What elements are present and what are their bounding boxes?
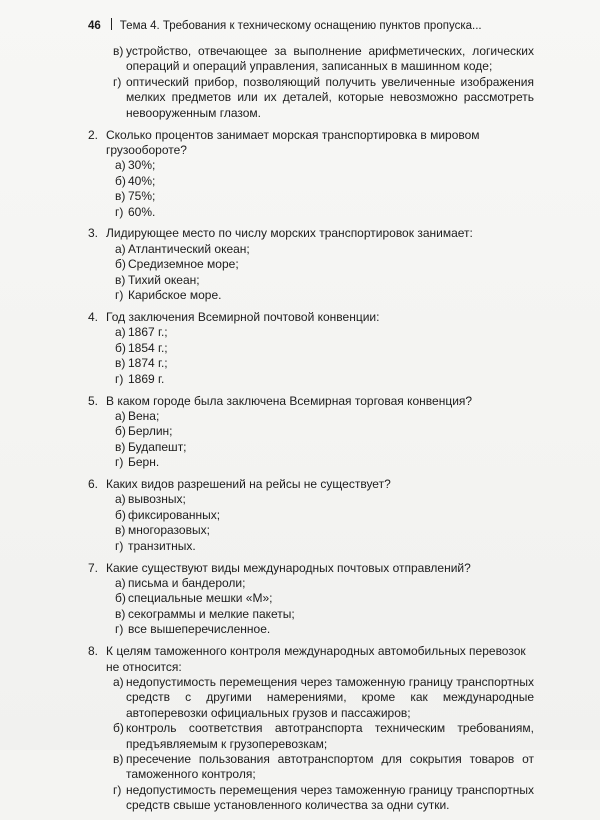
running-header — [88, 18, 568, 34]
option-item: а) 30%; — [115, 158, 156, 173]
running-title: Тема 4. Требования к техническому оснащению пунктов пропуска... — [119, 20, 482, 32]
option-item: а) 1867 г.; — [115, 325, 168, 340]
option-item: в) устройство, отвечающее за выполнение арифметических, логических операций и операций управления, записанных в машинном коде; — [113, 44, 534, 74]
option-item: г) Берн. — [115, 455, 160, 470]
option-item: а) письма и бандероли; — [115, 576, 246, 590]
page-content — [88, 44, 534, 820]
option-item: в) 75%; — [115, 189, 156, 204]
question-2 — [88, 128, 534, 220]
option-item: в) пресечение пользования автотранспортом для сокрытия товаров от таможенного контроля; — [113, 751, 534, 782]
option-item: б) Берлин; — [115, 424, 173, 439]
question-text: 8. К целям таможенного контроля международных автомобильных перевозок не относится: — [88, 644, 526, 674]
question-8 — [88, 644, 534, 813]
option-item: б) фиксированных; — [115, 507, 221, 522]
option-item: г) все вышеперечисленное. — [115, 622, 271, 637]
question-4 — [88, 310, 534, 387]
option-item: б) специальные мешки «М»; — [115, 591, 273, 606]
option-item: г) недопустимость перемещения через таможенную границу транспортных средств свыше установленного количества за одни сутки. — [113, 782, 534, 813]
question-text: 3. Лидирующее место по числу морских транспортировок занимает: — [88, 226, 473, 241]
question-text: 5. В каком городе была заключена Всемирная торговая конвенция? — [88, 393, 473, 408]
option-item: а) недопустимость перемещения через таможенную границу транспортных средств с другими намерениями, кроме как международные автоперевозки официальных грузов и пассажиров; — [113, 674, 534, 720]
option-item: в) секограммы и мелкие пакеты; — [115, 606, 295, 621]
header-divider — [111, 18, 112, 30]
option-item: а) Вена; — [115, 408, 160, 423]
option-item: б) контроль соответствия автотранспорта техническим требованиям, предъявляемым к грузоперевозкам; — [113, 721, 534, 751]
option-item: а) Атлантический океан; — [115, 241, 250, 256]
option-item: г) 60%. — [115, 204, 156, 219]
option-item: а) вывозных; — [115, 492, 186, 507]
option-item: в) 1874 г.; — [115, 356, 168, 371]
option-item: г) транзитных. — [115, 538, 196, 553]
question-7 — [88, 561, 534, 638]
question-6 — [88, 477, 534, 554]
question-text: 6. Каких видов разрешений на рейсы не существует? — [88, 477, 391, 492]
option-item: б) Средиземное море; — [115, 257, 239, 272]
option-item: в) многоразовых; — [115, 523, 210, 538]
question-text: 4. Год заключения Всемирной почтовой конвенции: — [88, 310, 380, 324]
continued-options — [88, 44, 534, 121]
option-item: б) 1854 г.; — [115, 340, 168, 355]
option-item: б) 40%; — [115, 173, 156, 188]
option-item: в) Тихий океан; — [115, 272, 200, 287]
question-text: 2. Сколько процентов занимает морская транспортировка в мировом грузообороте? — [88, 127, 480, 157]
option-item: в) Будапешт; — [115, 439, 187, 454]
option-item: г) оптический прибор, позволяющий получить увеличенные изображения мелких предметов или их деталей, которые невозможно рассмотреть невооруженным глазом. — [113, 74, 534, 120]
question-3 — [88, 226, 534, 303]
option-item: г) 1869 г. — [115, 371, 165, 386]
question-5 — [88, 394, 534, 471]
page-number: 46 — [88, 20, 101, 32]
question-text: 7. Какие существуют виды международных почтовых отправлений? — [88, 560, 471, 575]
option-item: г) Карибское море. — [115, 288, 222, 303]
